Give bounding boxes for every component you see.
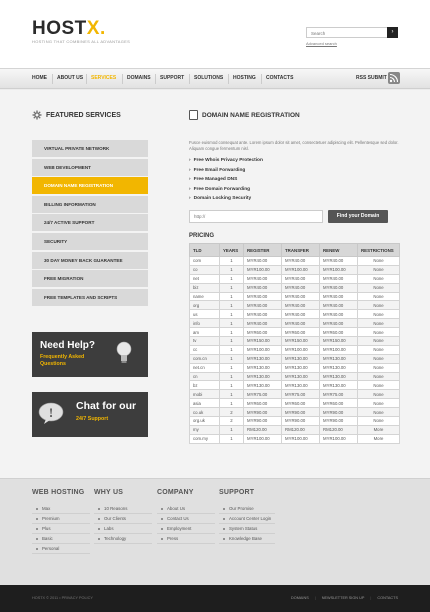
footer-link[interactable]: Max xyxy=(32,504,90,514)
table-row xyxy=(190,337,400,346)
sidebar-item-support[interactable]: 24/7 ACTIVE SUPPORT xyxy=(32,214,148,231)
nav-divider xyxy=(228,74,229,84)
footer-link[interactable]: Account Center Login xyxy=(219,514,275,524)
table-row xyxy=(190,292,400,301)
table-row xyxy=(190,283,400,292)
arrow-icon: › xyxy=(189,196,191,201)
table-row xyxy=(190,265,400,274)
table-cell: 1 xyxy=(220,399,244,408)
table-cell: MYR90.00 xyxy=(244,408,282,417)
table-cell: 1 xyxy=(220,434,244,443)
sidebar-list xyxy=(32,140,148,307)
table-cell: MYR150.00 xyxy=(320,337,358,346)
help-banner-subtitle-2: Questions xyxy=(40,361,66,367)
table-cell: MYR100.00 xyxy=(282,434,320,443)
feature-item xyxy=(189,194,263,204)
sidebar-item-security[interactable]: SECURITY xyxy=(32,233,148,250)
nav-support[interactable]: SUPPORT xyxy=(160,75,185,81)
table-cell: my xyxy=(190,425,220,434)
table-cell: 1 xyxy=(220,337,244,346)
table-cell: MYR40.00 xyxy=(320,310,358,319)
footer-link[interactable]: Our Clients xyxy=(94,514,152,524)
feature-item xyxy=(189,175,263,185)
table-cell: MYR130.00 xyxy=(320,354,358,363)
column-header: YEARS xyxy=(220,244,244,257)
pricing-title: PRICING xyxy=(189,233,215,239)
table-cell: 2 xyxy=(220,417,244,426)
tagline: HOSTING THAT COMBINES ALL ADVANTAGES xyxy=(32,39,131,44)
copyright: HOSTX © 2011 • PRIVACY POLICY xyxy=(32,596,93,600)
table-cell: MYR90.00 xyxy=(282,408,320,417)
table-cell: MYR40.00 xyxy=(320,319,358,328)
bullet-icon xyxy=(161,518,163,520)
table-cell: MYR40.00 xyxy=(282,257,320,266)
rss-icon[interactable] xyxy=(388,72,400,84)
main-area xyxy=(0,90,430,478)
column-header: TRANSFER xyxy=(282,244,320,257)
table-cell: MYR60.00 xyxy=(244,399,282,408)
table-cell: co.uk xyxy=(190,408,220,417)
table-cell: MYR90.00 xyxy=(320,417,358,426)
table-cell: MYR40.00 xyxy=(244,283,282,292)
sidebar-item-templates[interactable]: FREE TEMPLATES AND SCRIPTS xyxy=(32,289,148,306)
table-cell: 1 xyxy=(220,372,244,381)
feature-label: Domain Locking Security xyxy=(193,196,252,201)
table-cell: MYR40.00 xyxy=(244,310,282,319)
nav-about-us[interactable]: ABOUT US xyxy=(57,75,84,81)
divider: | xyxy=(370,596,372,600)
table-cell: None xyxy=(358,328,400,337)
advanced-search-link[interactable]: Advanced search xyxy=(306,41,337,46)
table-cell: MYR40.00 xyxy=(282,274,320,283)
feature-item xyxy=(189,166,263,176)
footer-link[interactable]: Press xyxy=(157,534,215,544)
table-row xyxy=(190,399,400,408)
bullet-icon xyxy=(223,538,225,540)
table-cell: None xyxy=(358,417,400,426)
table-cell: None xyxy=(358,399,400,408)
table-row xyxy=(190,434,400,443)
table-row xyxy=(190,257,400,266)
table-row xyxy=(190,354,400,363)
bullet-icon xyxy=(98,528,100,530)
table-cell: None xyxy=(358,345,400,354)
bullet-icon xyxy=(36,508,38,510)
column-header: RESTRICTIONS xyxy=(358,244,400,257)
bullet-icon xyxy=(223,518,225,520)
footer-link[interactable]: Contact Us xyxy=(157,514,215,524)
arrow-icon: › xyxy=(189,186,191,192)
bullet-icon xyxy=(223,508,225,510)
footer-link[interactable]: Premium xyxy=(32,514,90,524)
nav-divider xyxy=(122,74,123,84)
table-cell: MYR150.00 xyxy=(244,337,282,346)
table-cell: RM120.00 xyxy=(320,425,358,434)
footer-link[interactable]: Employment xyxy=(157,524,215,534)
footer-link[interactable]: Plus xyxy=(32,524,90,534)
table-row xyxy=(190,372,400,381)
table-cell: co xyxy=(190,265,220,274)
table-cell: None xyxy=(358,354,400,363)
footer-col-why-us xyxy=(94,489,152,544)
help-banner[interactable] xyxy=(32,332,148,377)
table-cell: MYR130.00 xyxy=(244,363,282,372)
table-cell: 1 xyxy=(220,319,244,328)
rss-submit-link[interactable]: RSS SUBMIT xyxy=(356,75,387,81)
table-cell: None xyxy=(358,292,400,301)
table-cell: None xyxy=(358,337,400,346)
document-icon xyxy=(189,110,198,120)
table-cell: MYR40.00 xyxy=(244,301,282,310)
intro-text: Fusce euismod consequat ante. Lorem ipsum dolor sit amet, consectetuer adipiscing elit. Pellentesque sed dolor. Aliquam congue fermentum nisl. xyxy=(189,140,399,151)
table-cell: MYR130.00 xyxy=(282,381,320,390)
nav-domains[interactable]: DOMAINS xyxy=(127,75,151,81)
table-cell: MYR90.00 xyxy=(244,417,282,426)
nav-contacts[interactable]: CONTACTS xyxy=(266,75,294,81)
help-banner-title: Need Help? xyxy=(40,340,96,351)
search-input[interactable] xyxy=(311,29,383,37)
table-row xyxy=(190,328,400,337)
logo-main: HOST xyxy=(32,18,87,39)
bullet-icon xyxy=(161,538,163,540)
table-cell: cn xyxy=(190,372,220,381)
bullet-icon xyxy=(98,518,100,520)
nav-divider xyxy=(52,74,53,84)
table-cell: cc xyxy=(190,345,220,354)
nav-solutions[interactable]: SOLUTIONS xyxy=(194,75,224,81)
table-cell: MYR100.00 xyxy=(244,434,282,443)
table-cell: com.cn xyxy=(190,354,220,363)
table-cell: MYR130.00 xyxy=(282,372,320,381)
table-cell: 1 xyxy=(220,257,244,266)
footer-link[interactable]: Personal xyxy=(32,544,90,554)
table-cell: MYR130.00 xyxy=(244,354,282,363)
nav-divider xyxy=(86,74,87,84)
table-cell: 1 xyxy=(220,425,244,434)
table-cell: MYR40.00 xyxy=(320,283,358,292)
table-cell: MYR40.00 xyxy=(244,319,282,328)
column-header: TLD xyxy=(190,244,220,257)
footer-col-support xyxy=(219,489,275,544)
table-cell: None xyxy=(358,301,400,310)
table-cell: MYR40.00 xyxy=(244,257,282,266)
table-cell: org xyxy=(190,301,220,310)
footer-link[interactable]: Labs xyxy=(94,524,152,534)
table-cell: MYR40.00 xyxy=(282,310,320,319)
table-cell: MYR150.00 xyxy=(282,337,320,346)
table-cell: MYR40.00 xyxy=(244,274,282,283)
feature-list xyxy=(189,156,263,204)
nav-services[interactable]: SERVICES xyxy=(91,75,117,81)
nav-divider xyxy=(155,74,156,84)
table-cell: tv xyxy=(190,337,220,346)
gear-icon xyxy=(32,110,42,120)
table-cell: 1 xyxy=(220,328,244,337)
footer-col-title: SUPPORT xyxy=(219,489,255,496)
table-cell: MYR40.00 xyxy=(282,292,320,301)
arrow-icon: › xyxy=(189,177,191,182)
table-cell: 1 xyxy=(220,354,244,363)
table-cell: MYR100.00 xyxy=(320,434,358,443)
table-cell: MYR40.00 xyxy=(320,301,358,310)
table-row xyxy=(190,301,400,310)
sidebar-item-vpn[interactable]: VIRTUAL PRIVATE NETWORK xyxy=(32,140,148,157)
nav-hosting[interactable]: HOSTING xyxy=(233,75,256,81)
column-header: REGISTER xyxy=(244,244,282,257)
table-cell: MYR60.00 xyxy=(282,328,320,337)
table-cell: com.my xyxy=(190,434,220,443)
table-cell: MYR100.00 xyxy=(244,265,282,274)
table-row xyxy=(190,417,400,426)
table-cell: MYR130.00 xyxy=(244,381,282,390)
feature-label: Free Domain Forwarding xyxy=(193,186,251,192)
table-cell: 1 xyxy=(220,301,244,310)
nav-home[interactable]: HOME xyxy=(32,75,47,81)
bottom-bar xyxy=(0,585,430,612)
table-row xyxy=(190,319,400,328)
table-cell: MYR40.00 xyxy=(320,292,358,301)
table-cell: None xyxy=(358,265,400,274)
table-cell: MYR100.00 xyxy=(282,345,320,354)
logo[interactable] xyxy=(32,19,106,39)
table-cell: MYR130.00 xyxy=(320,381,358,390)
table-cell: MYR40.00 xyxy=(282,283,320,292)
table-cell: 1 xyxy=(220,292,244,301)
table-cell: None xyxy=(358,381,400,390)
table-cell: MYR100.00 xyxy=(320,345,358,354)
sidebar-item-web-development[interactable]: WEB DEVELOPMENT xyxy=(32,159,148,176)
feature-label: Free Managed DNS xyxy=(193,177,238,182)
table-row xyxy=(190,381,400,390)
table-row xyxy=(190,310,400,319)
footer-col-company xyxy=(157,489,215,544)
footer-link[interactable]: Basic xyxy=(32,534,90,544)
table-cell: None xyxy=(358,390,400,399)
table-cell: MYR60.00 xyxy=(320,328,358,337)
header xyxy=(0,0,430,68)
sidebar-item-money-back[interactable]: 30 DAY MONEY BACK GUARANTEE xyxy=(32,252,148,269)
table-row xyxy=(190,390,400,399)
footer-link[interactable]: Knowledge Base xyxy=(219,534,275,544)
bullet-icon xyxy=(36,538,38,540)
table-cell: MYR100.00 xyxy=(320,265,358,274)
table-cell: MYR75.00 xyxy=(282,390,320,399)
table-cell: com xyxy=(190,257,220,266)
table-cell: MYR100.00 xyxy=(244,345,282,354)
feature-label: Free Email Forwarding xyxy=(193,167,246,173)
table-cell: MYR130.00 xyxy=(244,372,282,381)
table-cell: 1 xyxy=(220,390,244,399)
table-cell: None xyxy=(358,319,400,328)
table-cell: RM120.00 xyxy=(282,425,320,434)
footer-link[interactable]: About Us xyxy=(157,504,215,514)
svg-text:!: ! xyxy=(48,405,54,420)
table-cell: MYR75.00 xyxy=(244,390,282,399)
footer-col-title: WHY US xyxy=(94,489,124,496)
search-button[interactable]: › xyxy=(387,27,398,38)
footer-link[interactable]: Our Promise xyxy=(219,504,275,514)
find-domain-button[interactable]: Find your Domain xyxy=(328,210,388,223)
table-cell: None xyxy=(358,372,400,381)
sidebar-item-domain-registration[interactable]: DOMAIN NAME REGISTRATION xyxy=(32,177,148,194)
chat-banner-title: Chat for our xyxy=(76,400,137,412)
arrow-icon: › xyxy=(189,167,191,173)
bottom-links xyxy=(285,596,398,600)
table-cell: net xyxy=(190,274,220,283)
table-cell: MYR60.00 xyxy=(320,399,358,408)
table-cell: 1 xyxy=(220,283,244,292)
table-cell: MYR130.00 xyxy=(282,354,320,363)
nav-divider xyxy=(261,74,262,84)
footer-col-web-hosting xyxy=(32,489,90,554)
table-cell: mobi xyxy=(190,390,220,399)
bottom-link-newsletter[interactable]: NEWSLETTER SIGN UP xyxy=(321,596,365,600)
bullet-icon xyxy=(36,528,38,530)
table-row xyxy=(190,345,400,354)
table-header-row xyxy=(190,244,400,257)
table-cell: MYR100.00 xyxy=(282,265,320,274)
bottom-link-domains[interactable]: DOMAINS xyxy=(291,596,309,600)
search-box xyxy=(306,27,398,38)
table-cell: 1 xyxy=(220,345,244,354)
table-row xyxy=(190,274,400,283)
table-cell: MYR40.00 xyxy=(282,301,320,310)
table-cell: MYR90.00 xyxy=(320,408,358,417)
lightbulb-icon xyxy=(114,340,134,366)
bullet-icon xyxy=(98,538,100,540)
bullet-icon xyxy=(161,508,163,510)
sidebar-title: FEATURED SERVICES xyxy=(46,112,121,119)
table-cell: None xyxy=(358,310,400,319)
table-cell: RM120.00 xyxy=(244,425,282,434)
nav-divider xyxy=(189,74,190,84)
table-row xyxy=(190,363,400,372)
bullet-icon xyxy=(36,518,38,520)
table-cell: asia xyxy=(190,399,220,408)
table-cell: More xyxy=(358,434,400,443)
table-cell: MYR40.00 xyxy=(244,292,282,301)
table-cell: MYR40.00 xyxy=(282,319,320,328)
chat-bubble-icon xyxy=(38,402,64,424)
footer xyxy=(0,478,430,585)
bottom-link-contacts[interactable]: CONTACTS xyxy=(377,596,398,600)
sidebar-item-migration[interactable]: FREE MIGRATION xyxy=(32,270,148,287)
footer-link[interactable]: System Status xyxy=(219,524,275,534)
table-cell: org.uk xyxy=(190,417,220,426)
table-cell: 1 xyxy=(220,265,244,274)
table-cell: 1 xyxy=(220,381,244,390)
table-cell: info xyxy=(190,319,220,328)
bullet-icon xyxy=(36,548,38,550)
table-cell: MYR40.00 xyxy=(320,274,358,283)
feature-item xyxy=(189,185,263,195)
bullet-icon xyxy=(223,528,225,530)
bullet-icon xyxy=(98,508,100,510)
table-cell: 2 xyxy=(220,408,244,417)
divider: | xyxy=(314,596,316,600)
sidebar-item-billing[interactable]: BILLING INFORMATION xyxy=(32,196,148,213)
table-cell: None xyxy=(358,363,400,372)
table-cell: MYR130.00 xyxy=(320,363,358,372)
footer-col-title: COMPANY xyxy=(157,489,194,496)
bullet-icon xyxy=(161,528,163,530)
table-cell: More xyxy=(358,425,400,434)
main-nav xyxy=(0,68,430,89)
footer-col-title: WEB HOSTING xyxy=(32,489,85,496)
table-cell: None xyxy=(358,408,400,417)
table-cell: bz xyxy=(190,381,220,390)
table-cell: 1 xyxy=(220,310,244,319)
page-title: DOMAIN NAME REGISTRATION xyxy=(202,112,300,119)
footer-link[interactable]: 10 Reasons xyxy=(94,504,152,514)
domain-search-input[interactable] xyxy=(189,210,323,223)
table-cell: MYR130.00 xyxy=(320,372,358,381)
table-cell: am xyxy=(190,328,220,337)
table-cell: net.cn xyxy=(190,363,220,372)
table-cell: us xyxy=(190,310,220,319)
table-cell: MYR90.00 xyxy=(282,417,320,426)
chat-banner[interactable] xyxy=(32,392,148,437)
column-header: RENEW xyxy=(320,244,358,257)
table-cell: None xyxy=(358,257,400,266)
table-cell: name xyxy=(190,292,220,301)
arrow-icon: › xyxy=(189,158,191,163)
table-row xyxy=(190,425,400,434)
table-cell: None xyxy=(358,283,400,292)
table-cell: MYR60.00 xyxy=(244,328,282,337)
table-cell: 1 xyxy=(220,274,244,283)
footer-link[interactable]: Technology xyxy=(94,534,152,544)
chat-banner-subtitle: 24/7 Support xyxy=(76,416,109,422)
table-row xyxy=(190,408,400,417)
table-cell: MYR130.00 xyxy=(282,363,320,372)
table-cell: 1 xyxy=(220,363,244,372)
feature-item xyxy=(189,156,263,166)
table-cell: biz xyxy=(190,283,220,292)
pricing-table xyxy=(189,243,400,444)
table-cell: None xyxy=(358,274,400,283)
table-cell: MYR60.00 xyxy=(282,399,320,408)
help-banner-subtitle: Frequently Asked xyxy=(40,354,85,360)
table-cell: MYR40.00 xyxy=(320,257,358,266)
feature-label: Free Whois Privacy Protection xyxy=(193,158,263,163)
table-cell: MYR75.00 xyxy=(320,390,358,399)
rss-glyph xyxy=(388,72,400,84)
logo-accent: X. xyxy=(86,18,106,39)
